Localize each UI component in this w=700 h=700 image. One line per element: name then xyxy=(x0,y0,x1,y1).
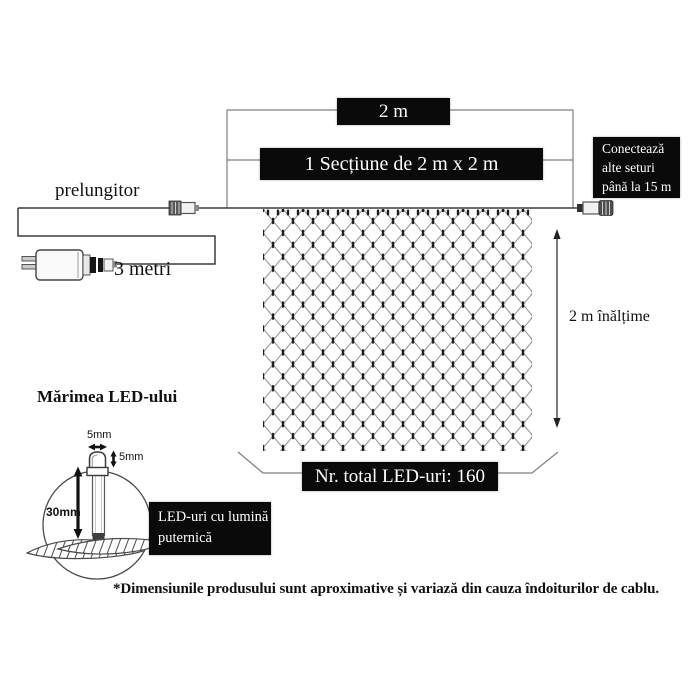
connect-label-line3: până la 15 m xyxy=(602,179,672,194)
bottom-bracket-right xyxy=(498,452,558,473)
end-connector-icon xyxy=(577,201,613,216)
height-arrow xyxy=(553,229,560,428)
net-height-label: 2 m înălțime xyxy=(569,308,650,325)
led-size-title: Mărimea LED-ului xyxy=(37,387,178,406)
total-leds-label: Nr. total LED-uri: 160 xyxy=(315,465,485,487)
connect-label-box xyxy=(593,137,680,198)
total-leds-box xyxy=(302,462,498,491)
section-label: 1 Secțiune de 2 m x 2 m xyxy=(304,152,499,175)
bottom-bracket-left xyxy=(238,452,302,473)
power-plug-icon xyxy=(22,250,117,280)
width-label-box xyxy=(337,98,450,125)
width-label: 2 m xyxy=(378,100,409,122)
led-bulb-drawing xyxy=(93,476,105,543)
section-label-box xyxy=(260,148,543,180)
led-dome-drawing xyxy=(87,452,108,476)
inline-connector-icon xyxy=(169,201,199,215)
bright-leds-line2: puternică xyxy=(158,530,212,546)
footnote: *Dimensiunile produsului sunt aproximative și variază din cauza îndoiturilor de cablu. xyxy=(113,581,660,597)
net-top-attachment xyxy=(263,209,532,216)
led-body-length-label: 30mm xyxy=(46,505,81,519)
measure-arrow-5mm-width xyxy=(88,444,107,451)
bright-leds-box xyxy=(149,502,271,555)
measure-arrow-30mm xyxy=(74,467,83,540)
led-tip-width-label: 5mm xyxy=(87,429,112,441)
bright-leds-line1: LED-uri cu lumină xyxy=(158,509,269,525)
led-tip-height-label: 5mm xyxy=(119,451,144,463)
measure-arrow-5mm-height xyxy=(110,451,116,468)
led-net-mesh xyxy=(263,209,532,451)
cord-length-label: 3 metri xyxy=(114,258,172,280)
extension-cord-label: prelungitor xyxy=(55,180,140,201)
connect-label-line2: alte seturi xyxy=(602,160,655,175)
connect-label-line1: Conectează xyxy=(602,141,665,156)
